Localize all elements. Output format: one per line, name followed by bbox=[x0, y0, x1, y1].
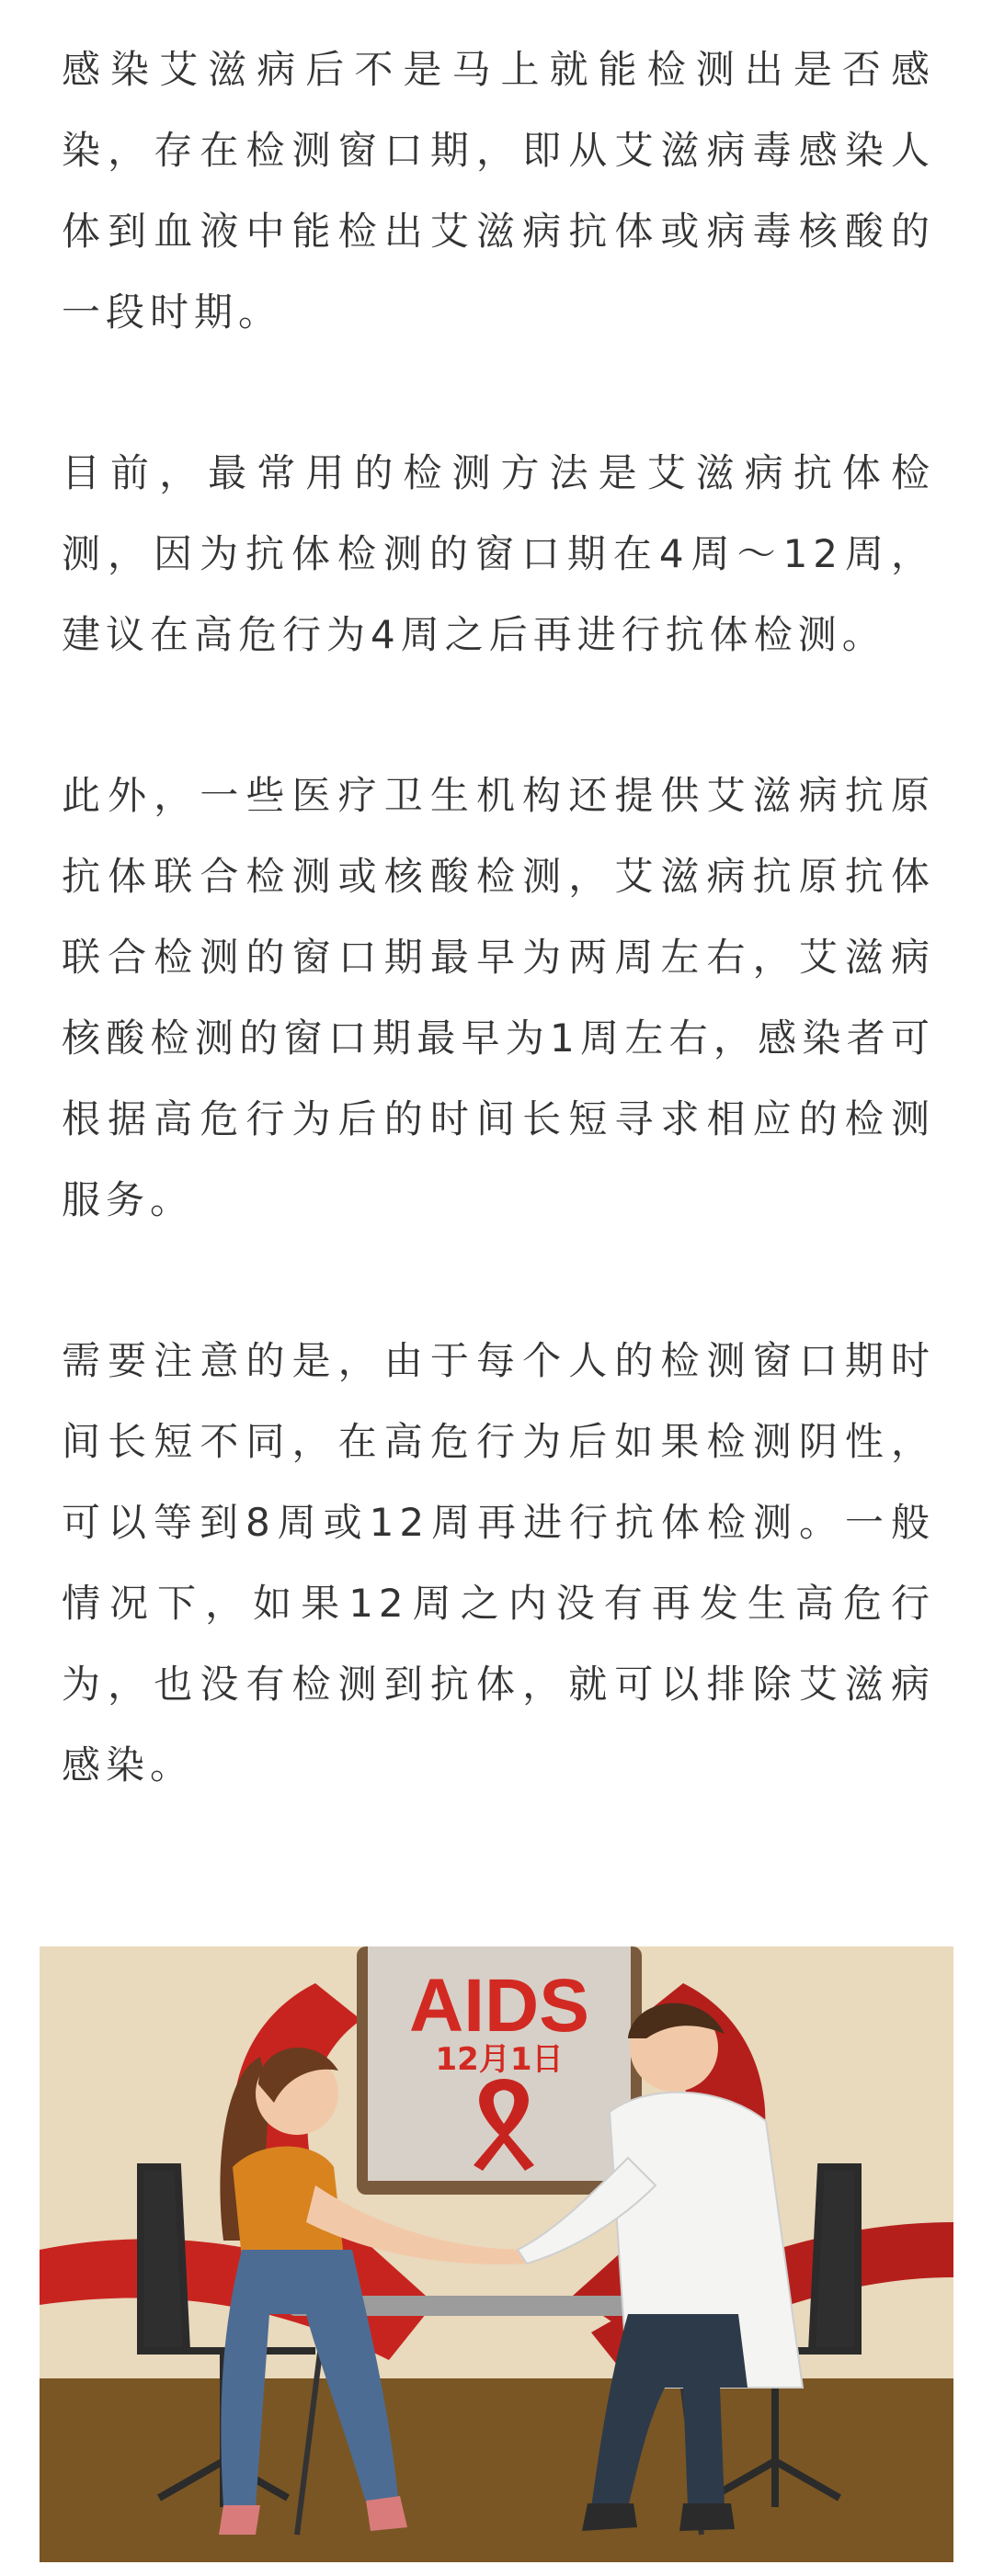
paragraph-window-period: 感染艾滋病后不是马上就能检测出是否感染，存在检测窗口期，即从艾滋病毒感染人体到血液中能检出艾滋病抗体或病毒核酸的一段时期。 bbox=[62, 47, 935, 335]
poster-title: AIDS bbox=[409, 1964, 589, 2048]
paragraph-antibody-test: 目前，最常用的检测方法是艾滋病抗体检测，因为抗体检测的窗口期在4周～12周，建议在高危行为4周之后再进行抗体检测。 bbox=[62, 450, 935, 657]
illustration-svg bbox=[40, 1946, 953, 2562]
paragraph-combined-test: 此外，一些医疗卫生机构还提供艾滋病抗原抗体联合检测或核酸检测，艾滋病抗原抗体联合检测的窗口期最早为两周左右，艾滋病核酸检测的窗口期最早为1周左右，感染者可根据高危行为后的时间长短寻求相应的检测服务。 bbox=[62, 773, 935, 1222]
poster-date: 12月1日 bbox=[435, 2041, 564, 2078]
aids-day-illustration bbox=[40, 1946, 953, 2562]
paragraph-notice: 需要注意的是，由于每个人的检测窗口期时间长短不同，在高危行为后如果检测阴性，可以等到8周或12周再进行抗体检测。一般情况下，如果12周之内没有再发生高危行为，也没有检测到抗体，就可以排除艾滋病感染。 bbox=[62, 1338, 935, 1787]
article-body bbox=[62, 29, 935, 1886]
floor bbox=[40, 2378, 953, 2562]
